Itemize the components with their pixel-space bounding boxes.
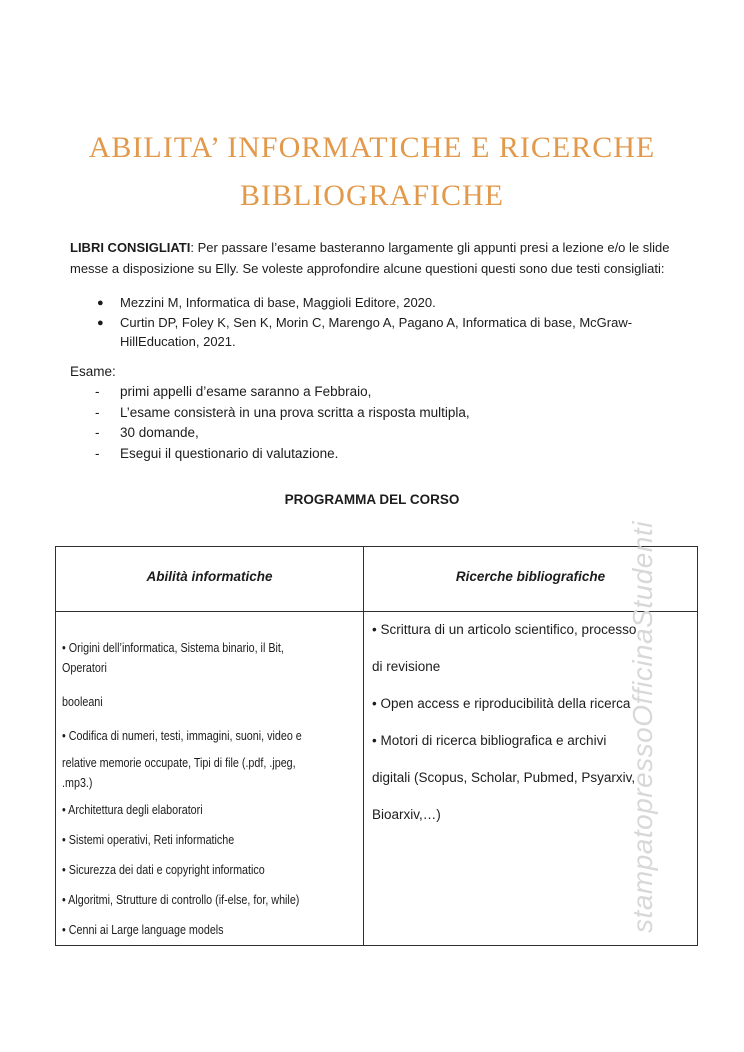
book-item-text: Curtin DP, Foley K, Sen K, Morin C, Marengo A, Pagano A, Informatica di base, McGraw-HillEducation, 2021. xyxy=(120,314,633,349)
table-cell-line: Operatori xyxy=(62,661,107,675)
table-cell-line: digitali (Scopus, Scholar, Pubmed, Psyarxiv, xyxy=(372,770,636,785)
dash-icon: - xyxy=(95,384,100,399)
exam-item-text: L’esame consisterà in una prova scritta a risposta multipla, xyxy=(120,404,470,420)
document-title-line2: BIBLIOGRAFICHE xyxy=(239,179,504,212)
exam-list xyxy=(95,382,744,464)
exam-item-text: primi appelli d’esame saranno a Febbraio, xyxy=(120,384,372,399)
table-cell-line: • Algoritmi, Strutture di controllo (if-else, for, while) xyxy=(62,893,300,907)
intro-line2: messe a disposizione su Elly. Se voleste approfondire alcune questioni questi sono due testi consigliati: xyxy=(70,260,665,276)
table-cell-content xyxy=(364,612,697,825)
dash-icon: - xyxy=(95,425,100,440)
dash-icon: - xyxy=(95,404,100,420)
table-cell-line: • Open access e riproducibilità della ricerca xyxy=(372,696,631,711)
bullet-icon: ● xyxy=(97,316,104,329)
exam-heading: Esame: xyxy=(70,363,116,379)
bullet-icon: ● xyxy=(97,297,104,309)
intro-line1-text: : Per passare l’esame basteranno largamente gli appunti presi a lezione e/o le slide xyxy=(190,240,670,255)
list-item xyxy=(95,423,744,444)
table-cell-content xyxy=(56,612,368,940)
table-cell-ricerche xyxy=(364,612,698,946)
table-cell-line: • Sicurezza dei dati e copyright informatico xyxy=(62,863,265,877)
table-cell-line: • Cenni ai Large language models xyxy=(62,923,224,937)
table-cell-line: • Motori di ricerca bibliografica e archivi xyxy=(372,733,607,748)
table-row xyxy=(56,612,698,946)
table-cell-line: • Codifica di numeri, testi, immagini, suoni, video e xyxy=(62,729,302,743)
table-cell-line: di revisione xyxy=(372,659,441,674)
document-title xyxy=(0,0,744,220)
list-item xyxy=(95,382,744,403)
table-cell-line: • Scrittura di un articolo scientifico, processo xyxy=(372,622,637,637)
table-cell-line: • Sistemi operativi, Reti informatiche xyxy=(62,833,235,847)
list-item xyxy=(97,313,695,352)
intro-bold-label: LIBRI CONSIGLIATI xyxy=(70,240,191,255)
table-cell-line: Bioarxiv,…) xyxy=(372,807,441,822)
table-cell-line: • Architettura degli elaboratori xyxy=(62,803,203,817)
list-item xyxy=(95,444,744,465)
table-header-row xyxy=(56,547,698,612)
table-cell-line: • Origini dell’informatica, Sistema binario, il Bit, xyxy=(62,641,284,655)
exam-item-text: Esegui il questionario di valutazione. xyxy=(120,445,339,461)
program-heading: PROGRAMMA DEL CORSO xyxy=(284,492,460,507)
recommended-books-list xyxy=(97,293,695,352)
table-cell-abilita xyxy=(56,612,364,946)
program-table xyxy=(55,546,698,946)
table-header-ricerche: Ricerche bibliografiche xyxy=(364,547,698,612)
table-header-abilita: Abilità informatiche xyxy=(56,547,364,612)
book-item-text: Mezzini M, Informatica di base, Maggioli Editore, 2020. xyxy=(120,295,436,310)
list-item xyxy=(95,403,744,424)
exam-item-text: 30 domande, xyxy=(120,425,199,440)
dash-icon: - xyxy=(95,445,100,461)
intro-paragraph xyxy=(70,238,744,279)
list-item xyxy=(97,293,695,313)
intro-line1 xyxy=(70,238,744,259)
table-cell-line: relative memorie occupate, Tipi di file (.pdf, .jpeg, xyxy=(62,756,296,770)
watermark-text: stampatopressoOfficinaStudenti xyxy=(627,521,658,933)
table-cell-line: .mp3.) xyxy=(62,776,93,790)
table-cell-line: booleani xyxy=(62,695,103,709)
document-title-line1: ABILITA’ INFORMATICHE E RICERCHE xyxy=(88,131,656,164)
